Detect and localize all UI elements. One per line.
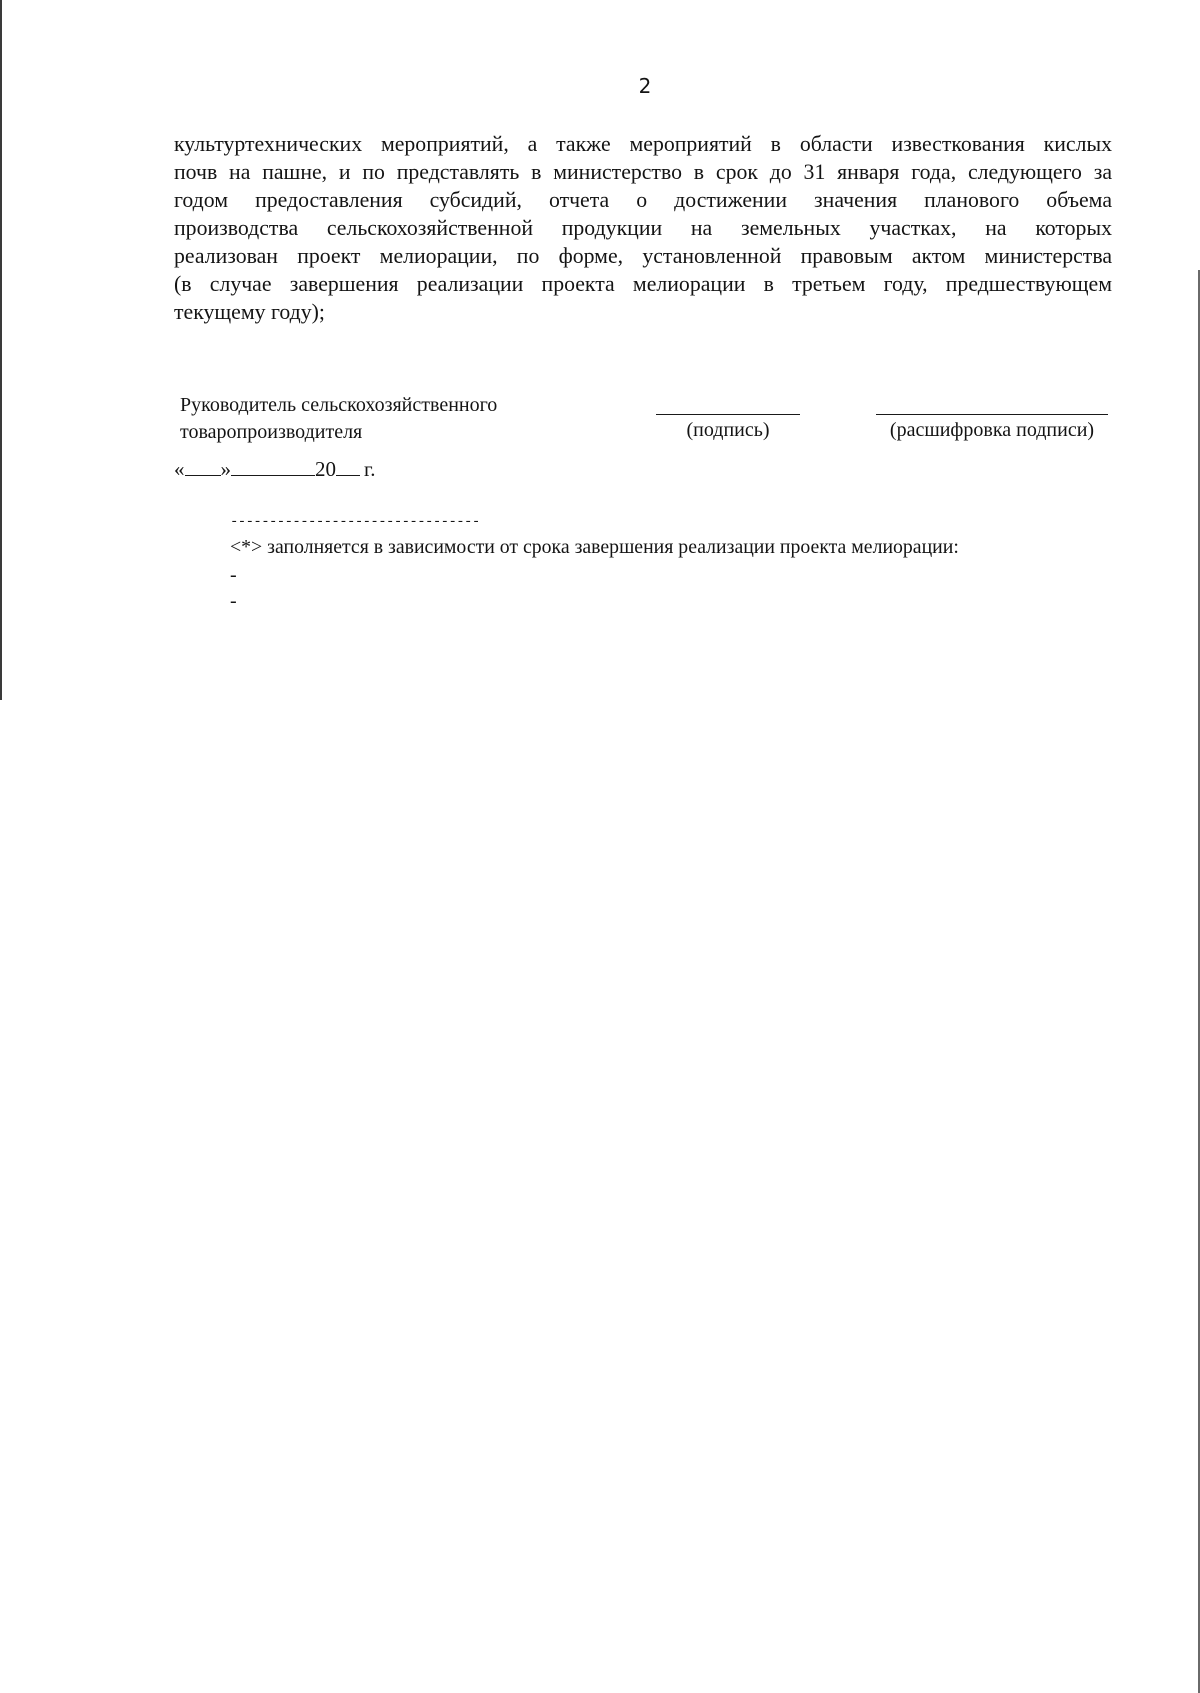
body-line: текущему году); [174,300,325,324]
date-field [174,455,376,483]
year-suffix: г. [364,457,376,481]
body-line: культуртехнических мероприятий, а также мероприятий в области известкования кислых [174,132,1112,156]
scan-edge-left [0,0,2,700]
page-number: 2 [638,74,652,98]
footnote-dash-item: - [230,564,237,586]
body-line: реализован проект мелиорации, по форме, установленной правовым актом министерства [174,244,1112,268]
body-line: (в случае завершения реализации проекта мелиорации в третьем году, предшествующем [174,272,1112,296]
month-blank [231,455,315,476]
signature-blank-line [656,414,800,415]
signature-decode-caption: (расшифровка подписи) [889,419,1095,441]
signature-caption: (подпись) [686,419,770,441]
footnote-rule: -------------------------------- [230,514,480,530]
footnote-dash-item: - [230,590,237,612]
signature-decode-blank-line [876,414,1108,415]
year-blank [336,455,360,476]
date-open-quote: « [174,457,185,481]
body-line: почв на пашне, и по представлять в министерство в срок до 31 января года, следующего за [174,160,1112,184]
body-line: годом предоставления субсидий, отчета о достижении значения планового объема [174,188,1112,212]
day-blank [185,455,221,476]
signatory-role-line: Руководитель сельскохозяйственного [180,394,498,416]
body-paragraph [174,130,1112,326]
year-prefix: 20 [315,457,336,481]
date-close-quote: » [220,457,231,481]
signatory-role [180,392,497,446]
footnote-text: <*> заполняется в зависимости от срока завершения реализации проекта мелиорации: [230,536,959,558]
signatory-role-line: товаропроизводителя [180,421,363,443]
body-line: производства сельскохозяйственной продукции на земельных участках, на которых [174,216,1112,240]
